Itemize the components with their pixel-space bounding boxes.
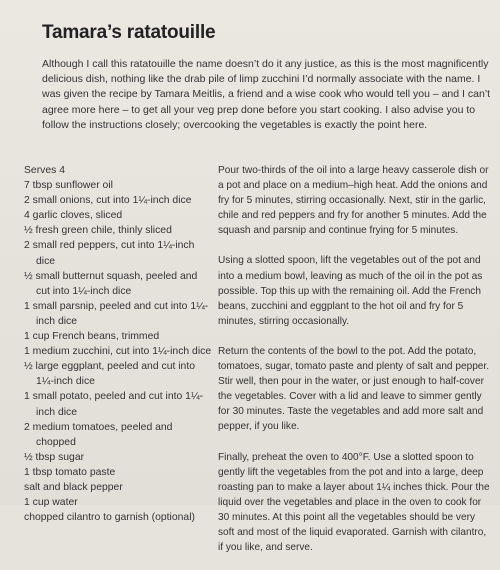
ingredient-item: 1 small parsnip, peeled and cut into 1¼-inch dice: [24, 300, 209, 327]
ingredient-item: 2 small onions, cut into 1¼-inch dice: [24, 195, 192, 207]
method-step-1: Pour two-thirds of the oil into a large heavy casserole dish or a pot and place on a medium–high heat. Add the onions and fry for 5 minutes, stirring occasionally. Next, stir in the garlic, chile and red peppers and fry for another 5 minutes. Add the squash and parsnip and continue frying for 5 minutes.: [218, 165, 489, 237]
recipe-title: Tamara’s ratatouille: [42, 22, 216, 43]
ingredient-item: ½ tbsp sugar: [24, 451, 85, 463]
recipe-intro: Although I call this ratatouille the name doesn’t do it any justice, as this is the most magnificently delicious dish, nothing like the drab pile of limp zucchini I’d normally associate with the name. I was given the recipe by Tamara Meitlis, a friend and a wise cook who would tell you – and I can’t agree more here – to get all your veg prep done before you start cooking. I also advise you to follow the instructions closely; overcooking the vegetables is exactly the point here.: [42, 58, 491, 131]
ingredient-item: 1 cup French beans, trimmed: [24, 331, 160, 343]
method-step-4: Finally, preheat the oven to 400°F. Use a slotted spoon to gently lift the vegetables from the pot and into a large, deep roasting pan to make a layer about 1¼ inches thick. Pour the liquid over the vegetables and place in the oven to cook for 30 minutes. At this point all the vegetables should be very soft and most of the liquid evaporated. Garnish with cilantro, if you like, and serve.: [218, 451, 490, 554]
ingredient-item: ½ small butternut squash, peeled and cut into 1¼-inch dice: [24, 270, 198, 297]
ingredient-item: 4 garlic cloves, sliced: [24, 210, 123, 222]
ingredient-item: 2 medium tomatoes, peeled and chopped: [24, 421, 173, 448]
ingredient-item: 1 small potato, peeled and cut into 1¼-inch dice: [24, 391, 204, 418]
ingredients-list: [24, 163, 214, 525]
servings: Serves 4: [24, 165, 66, 176]
ingredient-item: 1 cup water: [24, 497, 78, 509]
ingredient-item: ½ fresh green chile, thinly sliced: [24, 225, 172, 237]
method-step-3: Return the contents of the bowl to the pot. Add the potato, tomatoes, sugar, tomato paste and plenty of salt and pepper. Stir well, then pour in the water, or just enough to half-cover the vegetables. Cover with a lid and leave to simmer gently for 30 minutes. Taste the vegetables and add more salt and pepper, if you like.: [218, 345, 490, 433]
method-step-2: Using a slotted spoon, lift the vegetables out of the pot and into a medium bowl, leaving as much of the oil in the pot as possible. Top this up with the remaining oil. Add the French beans, zucchini and eggplant to the hot oil and fry for 5 minutes, stirring occasionally.: [218, 255, 483, 327]
ingredient-item: ½ large eggplant, peeled and cut into 1¼-inch dice: [24, 361, 195, 388]
method-section: [218, 163, 494, 570]
ingredient-item: 7 tbsp sunflower oil: [24, 180, 113, 192]
ingredient-item: 1 medium zucchini, cut into 1¼-inch dice: [24, 346, 212, 358]
ingredient-item: salt and black pepper: [24, 481, 123, 493]
ingredient-item: 2 small red peppers, cut into 1¼-inch dice: [24, 240, 195, 267]
ingredient-item: chopped cilantro to garnish (optional): [24, 512, 195, 524]
ingredient-item: 1 tbsp tomato paste: [24, 466, 116, 478]
